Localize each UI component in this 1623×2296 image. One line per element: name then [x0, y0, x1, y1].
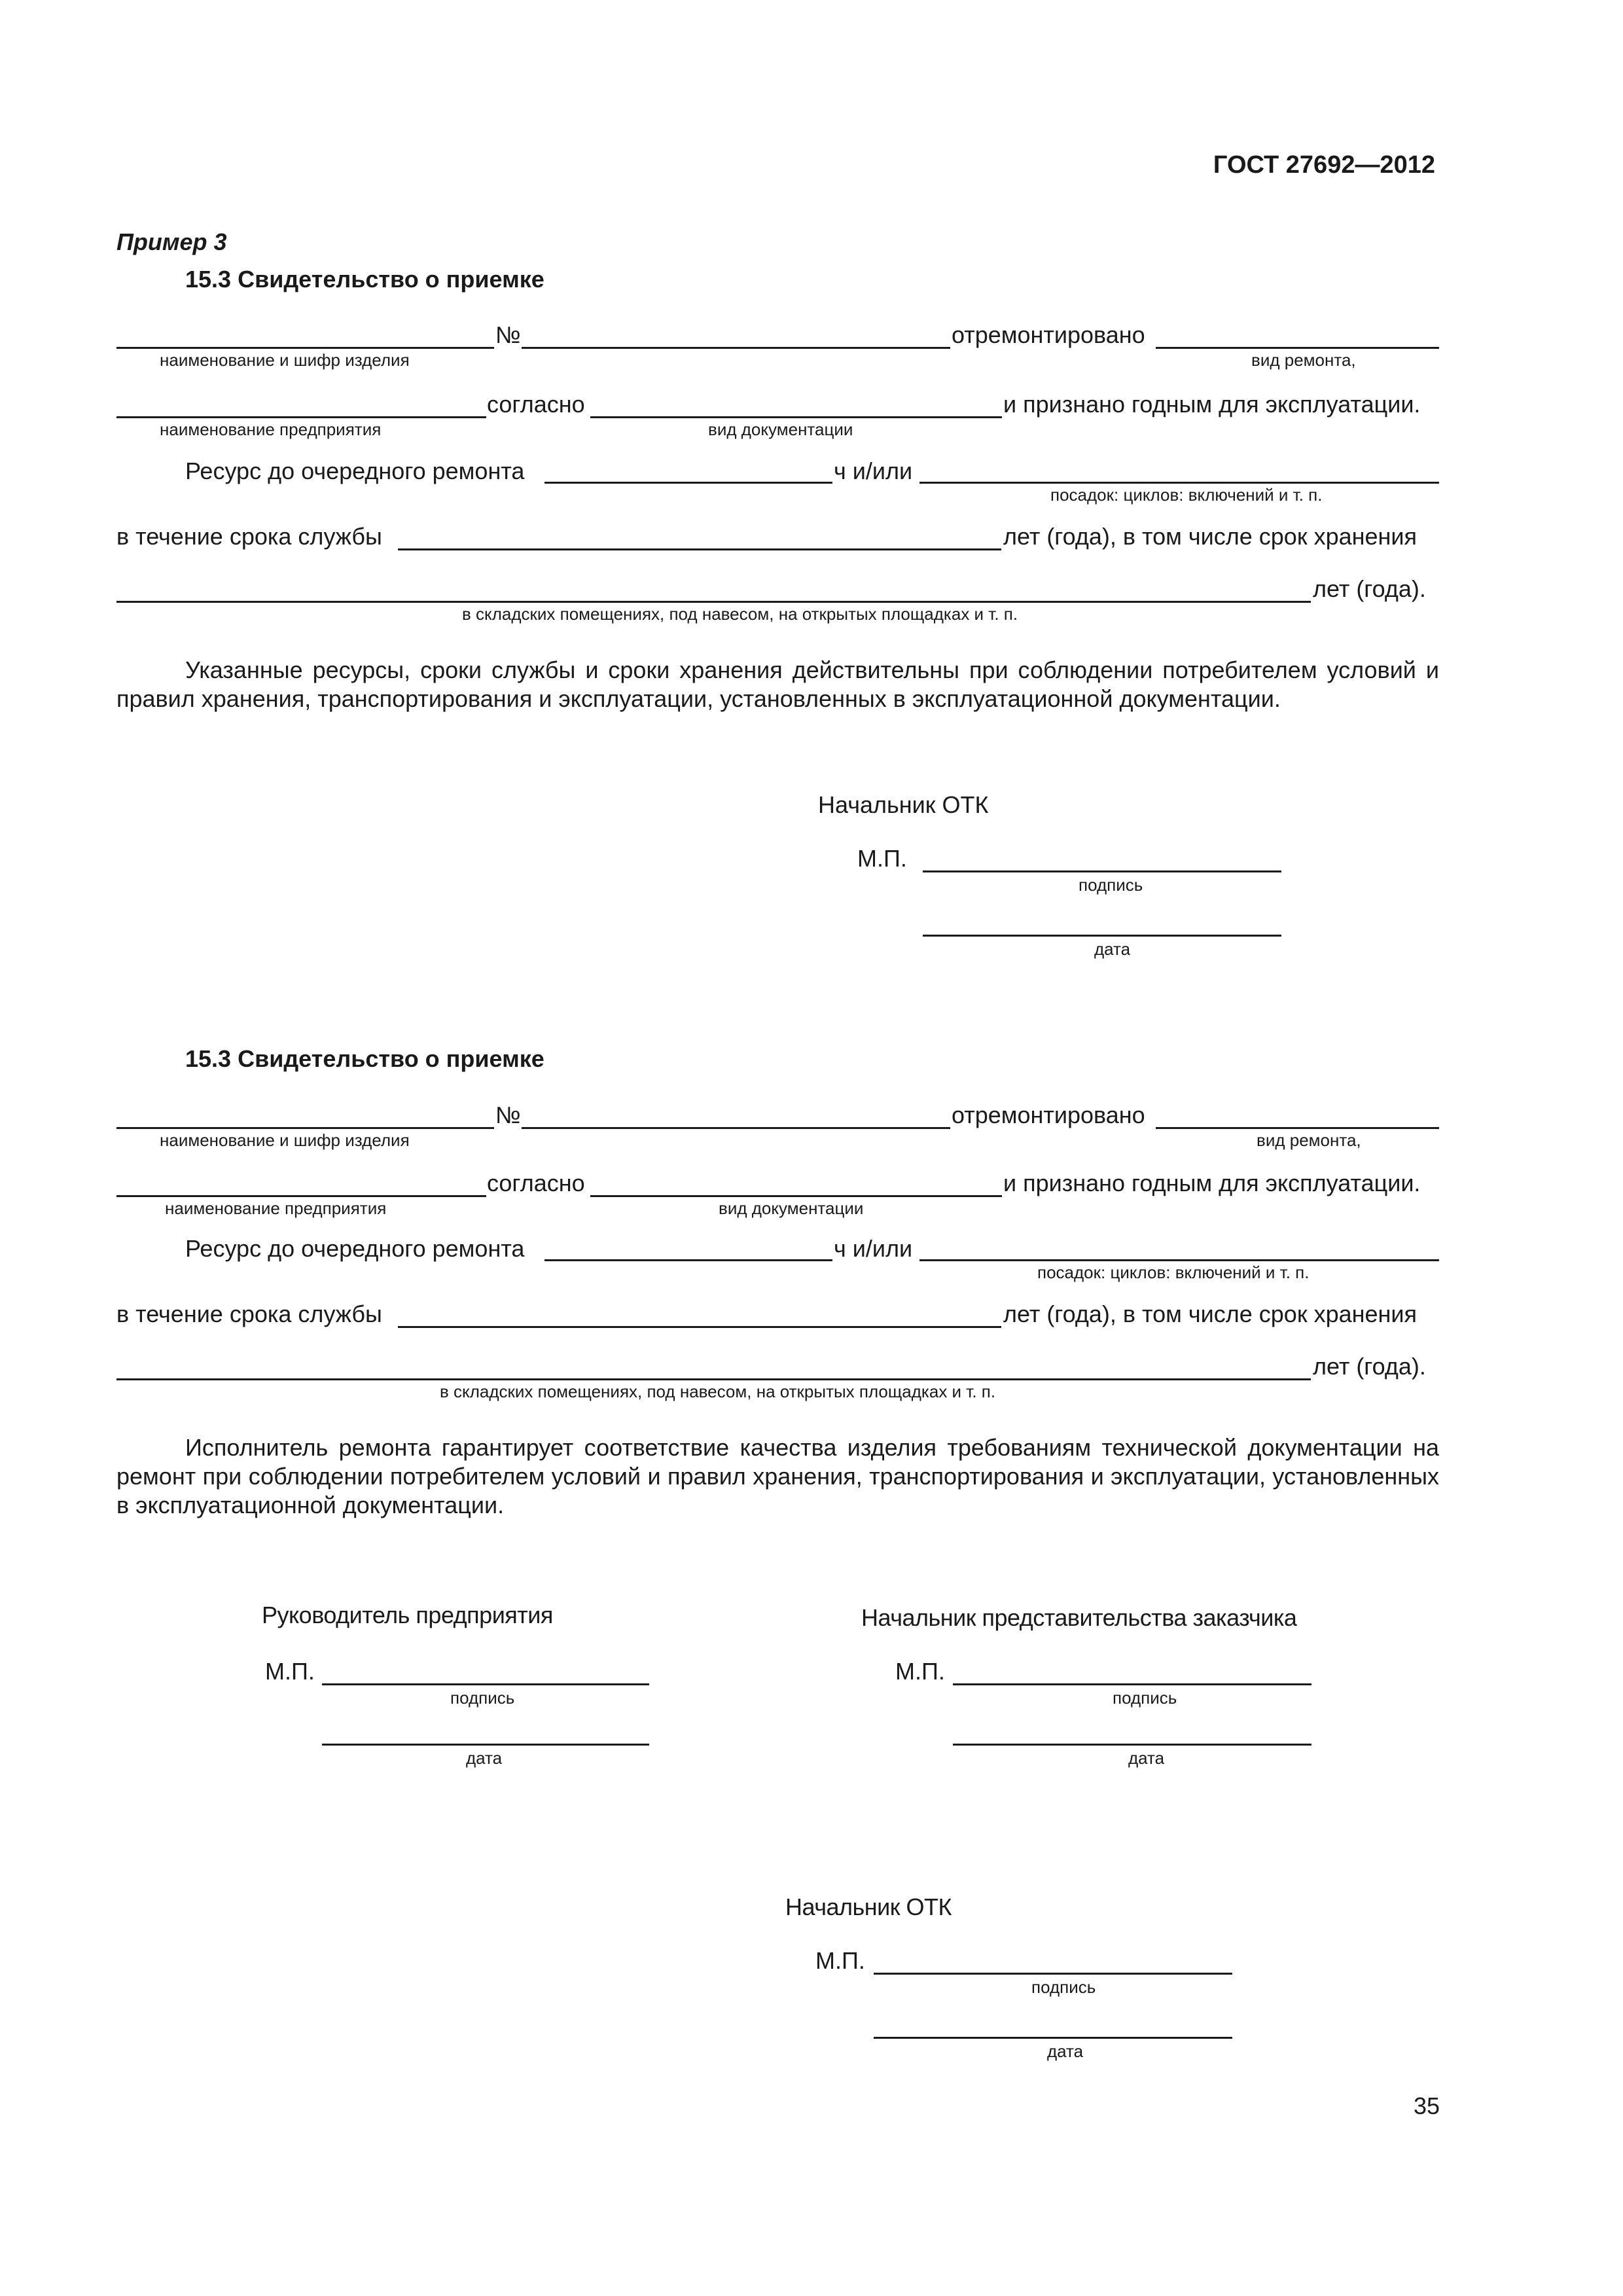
customer-rep-head-label: Начальник представительства заказчика: [861, 1604, 1297, 1631]
repaired-label: отремонтировано: [952, 321, 1145, 348]
hours-label: ч и/или: [834, 1235, 913, 1262]
item-name-field[interactable]: [116, 1127, 494, 1129]
stamp-label: М.П.: [265, 1658, 315, 1685]
years-label: лет (года).: [1313, 1353, 1426, 1380]
storage-field[interactable]: [116, 601, 1311, 603]
stamp-label: М.П.: [895, 1658, 945, 1685]
signature-field[interactable]: [953, 1683, 1311, 1685]
resource-label: Ресурс до очередного ремонта: [185, 1235, 525, 1262]
caption-docs: вид документации: [708, 420, 853, 439]
signature-field[interactable]: [923, 870, 1281, 872]
standard-number: ГОСТ 27692—2012: [1213, 151, 1435, 179]
number-sign: №: [495, 321, 521, 348]
enterprise-head-label: Руководитель предприятия: [262, 1602, 553, 1628]
date-field[interactable]: [923, 935, 1281, 937]
caption-repair-type: вид ремонта,: [1257, 1130, 1361, 1150]
guarantee-paragraph: Исполнитель ремонта гарантирует соответствие качества изделия требованиям технической документации на ремонт при соблюдении потребителем условий и правил хранения, транспортирования и эксплуатации, установленных в эксплуатационной документации.: [116, 1434, 1439, 1518]
service-life-field[interactable]: [398, 1326, 1001, 1328]
form-title: 15.3 Свидетельство о приемке: [185, 266, 544, 293]
according-label: согласно: [487, 1170, 585, 1196]
caption-item: наименование и шифр изделия: [160, 1130, 410, 1150]
years-storage-label: лет (года), в том числе срок хранения: [1003, 523, 1418, 550]
caption-enterprise: наименование предприятия: [165, 1198, 387, 1218]
resource-label: Ресурс до очередного ремонта: [185, 457, 525, 484]
repaired-label: отремонтировано: [952, 1102, 1145, 1128]
caption-date: дата: [1128, 1748, 1165, 1768]
page-number: 35: [1414, 2092, 1440, 2119]
storage-field[interactable]: [116, 1378, 1311, 1380]
hours-label: ч и/или: [834, 457, 913, 484]
caption-cycles: посадок: циклов: включений и т. п.: [1050, 485, 1323, 505]
resource-hours-field[interactable]: [544, 1259, 832, 1261]
caption-signature: подпись: [1113, 1688, 1177, 1708]
documentation-field[interactable]: [590, 1195, 1002, 1197]
number-sign: №: [495, 1102, 521, 1128]
stamp-label: М.П.: [857, 845, 907, 872]
resource-cycles-field[interactable]: [919, 1259, 1439, 1261]
signature-field[interactable]: [322, 1683, 649, 1685]
caption-signature: подпись: [1031, 1977, 1096, 1997]
caption-signature: подпись: [450, 1688, 515, 1708]
caption-storage: в складских помещениях, под навесом, на открытых площадках и т. п.: [440, 1382, 996, 1401]
serial-number-field[interactable]: [522, 347, 950, 349]
signature-field[interactable]: [874, 1973, 1232, 1975]
caption-date: дата: [466, 1748, 503, 1768]
fit-label: и признано годным для эксплуатации.: [1003, 391, 1421, 418]
stamp-label: М.П.: [815, 1947, 865, 1974]
serial-number-field[interactable]: [522, 1127, 950, 1129]
documentation-field[interactable]: [590, 416, 1002, 418]
service-life-field[interactable]: [398, 548, 1001, 550]
validity-paragraph: Указанные ресурсы, сроки службы и сроки хранения действительны при соблюдении потребителем условий и правил хранения, транспортирования и эксплуатации, установленных в эксплуатационной документации.: [116, 656, 1439, 712]
resource-hours-field[interactable]: [544, 482, 832, 484]
caption-docs: вид документации: [719, 1198, 864, 1218]
date-field[interactable]: [953, 1744, 1311, 1746]
service-life-label: в течение срока службы: [116, 523, 382, 550]
caption-item: наименование и шифр изделия: [160, 350, 410, 370]
fit-label: и признано годным для эксплуатации.: [1003, 1170, 1421, 1196]
repair-type-field[interactable]: [1156, 1127, 1439, 1129]
resource-cycles-field[interactable]: [919, 482, 1439, 484]
example-label: Пример 3: [116, 228, 227, 255]
repair-type-field[interactable]: [1156, 347, 1439, 349]
according-label: согласно: [487, 391, 585, 418]
caption-date: дата: [1094, 939, 1131, 959]
caption-storage: в складских помещениях, под навесом, на открытых площадках и т. п.: [462, 604, 1018, 624]
enterprise-field[interactable]: [116, 416, 486, 418]
item-name-field[interactable]: [116, 347, 494, 349]
years-storage-label: лет (года), в том числе срок хранения: [1003, 1300, 1418, 1327]
date-field[interactable]: [874, 2037, 1232, 2039]
caption-signature: подпись: [1079, 875, 1143, 895]
years-label: лет (года).: [1313, 575, 1426, 602]
date-field[interactable]: [322, 1744, 649, 1746]
form-title: 15.3 Свидетельство о приемке: [185, 1045, 544, 1072]
caption-enterprise: наименование предприятия: [160, 420, 382, 439]
caption-date: дата: [1047, 2041, 1084, 2061]
caption-cycles: посадок: циклов: включений и т. п.: [1037, 1263, 1310, 1282]
enterprise-field[interactable]: [116, 1195, 486, 1197]
otk-head-label: Начальник ОТК: [785, 1893, 952, 1920]
caption-repair-type: вид ремонта,: [1251, 350, 1356, 370]
otk-head-label: Начальник ОТК: [818, 791, 989, 818]
service-life-label: в течение срока службы: [116, 1300, 382, 1327]
